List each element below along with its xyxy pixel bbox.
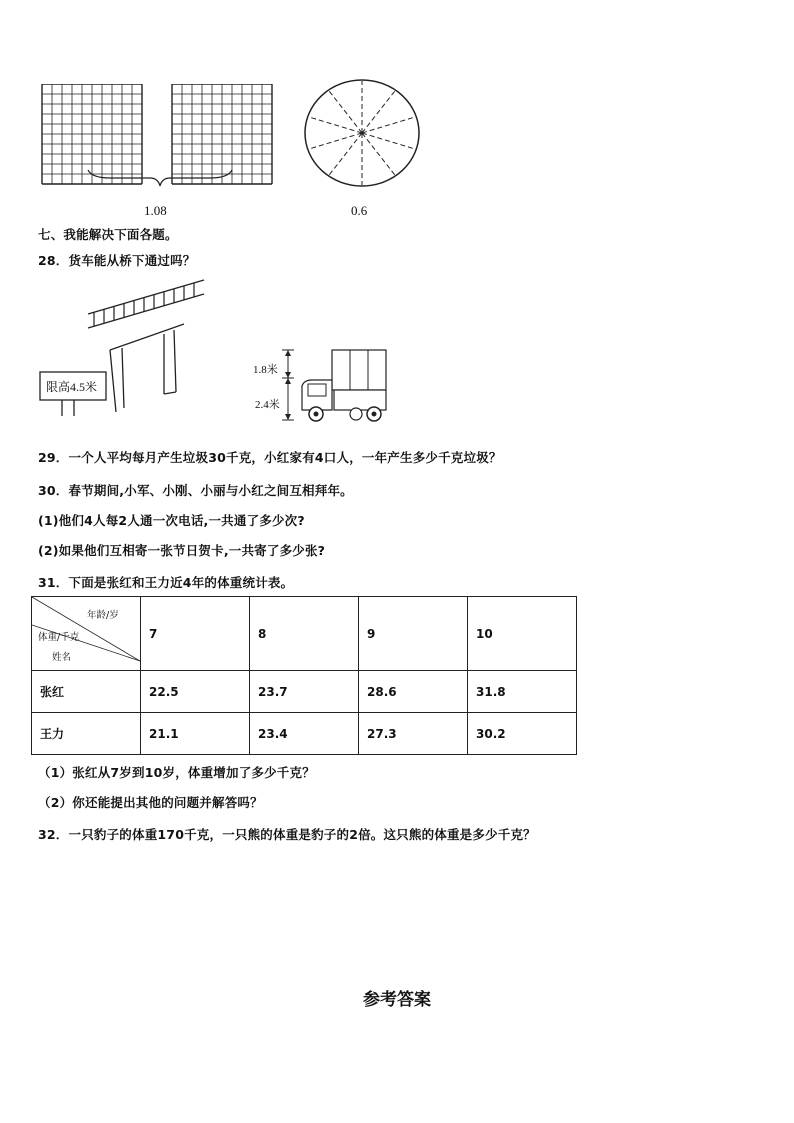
table-row bbox=[32, 713, 577, 755]
table-row bbox=[32, 671, 577, 713]
weight-value: 31.8 bbox=[468, 671, 577, 713]
circle-dividers bbox=[309, 81, 416, 185]
hundred-grids-figure bbox=[40, 84, 280, 190]
age-header: 7 bbox=[141, 597, 250, 671]
header-name-label: 姓名 bbox=[52, 652, 72, 663]
weight-value: 28.6 bbox=[359, 671, 468, 713]
cargo-height-label: 1.8米 bbox=[253, 364, 278, 376]
question-31: 31．下面是张红和王力近4年的体重统计表。 bbox=[38, 575, 294, 590]
question-30-part-1: (1)他们4人每2人通一次电话,一共通了多少次? bbox=[38, 513, 305, 528]
header-weight-label: 体重/千克 bbox=[38, 632, 80, 643]
weight-table bbox=[31, 596, 577, 755]
bridge-figure bbox=[38, 278, 218, 418]
truck-height-label: 2.4米 bbox=[255, 399, 280, 411]
grid-caption: 1.08 bbox=[144, 203, 167, 218]
circle-figure bbox=[302, 78, 426, 190]
diagonal-header-cell bbox=[32, 597, 141, 671]
bridge-railing bbox=[94, 283, 194, 326]
weight-value: 21.1 bbox=[141, 713, 250, 755]
hundred-grid-left bbox=[42, 84, 142, 184]
question-32: 32．一只豹子的体重170千克，一只熊的体重是豹子的2倍。这只熊的体重是多少千克？ bbox=[38, 827, 536, 842]
question-29: 29．一个人平均每月产生垃圾30千克，小红家有4口人，一年产生多少千克垃圾？ bbox=[38, 450, 502, 465]
question-31-part-2: （2）你还能提出其他的问题并解答吗？ bbox=[38, 795, 263, 810]
age-header: 10 bbox=[468, 597, 577, 671]
question-30-part-2: (2)如果他们互相寄一张节日贺卡,一共寄了多少张? bbox=[38, 543, 326, 558]
header-age-label: 年龄/岁 bbox=[87, 610, 119, 621]
circle-caption: 0.6 bbox=[351, 203, 368, 218]
answer-key-title: 参考答案 bbox=[363, 990, 431, 1010]
height-limit-sign: 限高4.5米 bbox=[46, 380, 98, 394]
truck-figure bbox=[276, 348, 394, 424]
row-name: 王力 bbox=[32, 713, 141, 755]
weight-value: 23.7 bbox=[250, 671, 359, 713]
question-28: 28．货车能从桥下通过吗？ bbox=[38, 253, 196, 268]
age-header: 9 bbox=[359, 597, 468, 671]
row-name: 张红 bbox=[32, 671, 141, 713]
age-header: 8 bbox=[250, 597, 359, 671]
weight-value: 22.5 bbox=[141, 671, 250, 713]
question-31-part-1: （1）张红从7岁到10岁，体重增加了多少千克？ bbox=[38, 765, 315, 780]
weight-value: 27.3 bbox=[359, 713, 468, 755]
question-30: 30．春节期间,小军、小刚、小丽与小红之间互相拜年。 bbox=[38, 483, 353, 498]
hundred-grid-right bbox=[172, 84, 272, 184]
section-seven-heading: 七、我能解决下面各题。 bbox=[38, 227, 178, 242]
weight-value: 30.2 bbox=[468, 713, 577, 755]
weight-value: 23.4 bbox=[250, 713, 359, 755]
